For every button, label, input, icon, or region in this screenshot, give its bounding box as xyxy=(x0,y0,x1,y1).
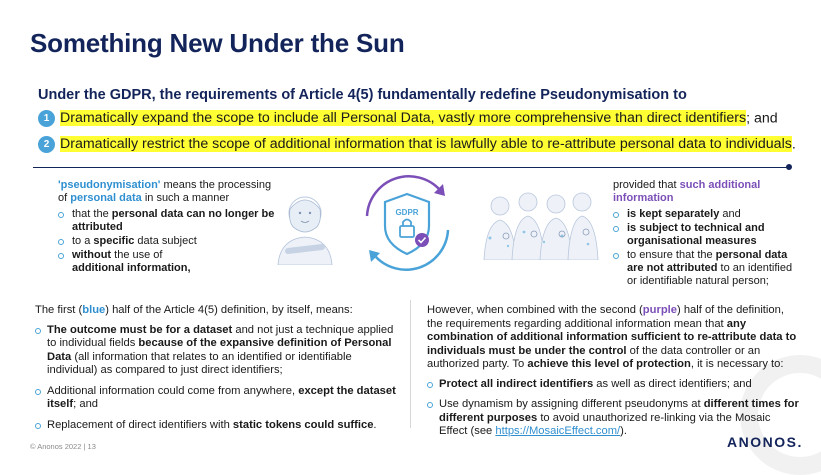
mosaic-effect-link[interactable]: https://MosaicEffect.com/ xyxy=(495,425,621,437)
number-badge-2: 2 xyxy=(38,136,55,153)
point-1 xyxy=(38,110,778,127)
left-def-intro xyxy=(58,179,278,205)
list-item: Additional information could come from anywhere, except the dataset itself; and xyxy=(35,385,400,412)
list-item: without the use of additional information, xyxy=(58,249,278,275)
list-item: to a specific data subject xyxy=(58,235,278,248)
point-1-text: Dramatically expand the scope to include all Personal Data, vastly more comprehensive than direct identifiers xyxy=(60,110,747,127)
intro-text: means the processing of xyxy=(58,179,272,204)
list-item: Use dynamism by assigning different pseudonyms at different times for different purposes to avoid unauthorized re-linking via the Mosaic Effect (see https://MosaicEffect.com/). xyxy=(427,398,799,439)
anonos-logo: ANONOS. xyxy=(727,434,803,450)
left-definition xyxy=(58,179,278,276)
list-item: Protect all indirect identifiers as well as direct identifiers; and xyxy=(427,378,799,392)
column-separator xyxy=(410,300,411,428)
term-pseudonymisation: 'pseudonymisation' xyxy=(58,179,161,191)
page-title: Something New Under the Sun xyxy=(30,28,405,58)
left-column xyxy=(35,304,400,439)
term-additional-information: such additional information xyxy=(613,179,761,204)
list-item: is subject to technical and organisational measures xyxy=(613,222,803,248)
right-col-intro: However, when combined with the second (purple) half of the definition, the requirements regarding additional information mean that any combination of additional information sufficient to re-attribute data to individuals must be under the control of the data controller or an authorized party. To achieve this level of protection, it is necessary to: xyxy=(427,304,797,370)
list-item: is kept separately and xyxy=(613,208,803,221)
list-item: The outcome must be for a dataset and not just a technique applied to individual fields because of the expansive definition of Personal Data (all information that relates to an identified or identifiable individual) as compared to just direct identifiers; xyxy=(35,324,400,378)
right-def-list xyxy=(613,208,803,288)
list-item: Replacement of direct identifiers with static tokens could suffice. xyxy=(35,419,400,433)
footer-copyright: © Anonos 2022 | 13 xyxy=(30,442,96,451)
person-illustration xyxy=(270,185,340,265)
list-item: to ensure that the personal data are not attributed to an identified or identifiable natural person; xyxy=(613,249,803,288)
number-badge-1: 1 xyxy=(38,110,55,127)
page-subtitle: Under the GDPR, the requirements of Article 4(5) fundamentally redefine Pseudonymisation to xyxy=(38,87,687,103)
point-2-text: Dramatically restrict the scope of additional information that is lawfully able to re-attribute personal data to individuals xyxy=(60,136,792,153)
gdpr-label: GDPR xyxy=(395,208,419,217)
left-def-list xyxy=(58,208,278,275)
list-item: that the personal data can no longer be attributed xyxy=(58,208,278,234)
point-2 xyxy=(38,136,796,153)
intro-end: in such a manner xyxy=(141,192,230,204)
right-definition xyxy=(613,179,803,289)
color-purple-label: purple xyxy=(642,304,677,316)
anonymous-figures-illustration xyxy=(478,188,603,260)
right-col-list xyxy=(427,378,799,439)
right-def-intro: provided that such additional information xyxy=(613,179,761,204)
left-col-list xyxy=(35,324,400,433)
divider-dot xyxy=(786,164,792,170)
point-2-tail: . xyxy=(791,136,796,153)
term-personal-data: personal data xyxy=(70,192,142,204)
color-blue-label: blue xyxy=(82,304,106,316)
left-col-intro: The first (blue) half of the Article 4(5) definition, by itself, means: xyxy=(35,304,353,316)
gdpr-cycle-graphic xyxy=(345,168,470,278)
point-1-tail: ; and xyxy=(746,110,778,127)
right-column xyxy=(427,304,799,446)
